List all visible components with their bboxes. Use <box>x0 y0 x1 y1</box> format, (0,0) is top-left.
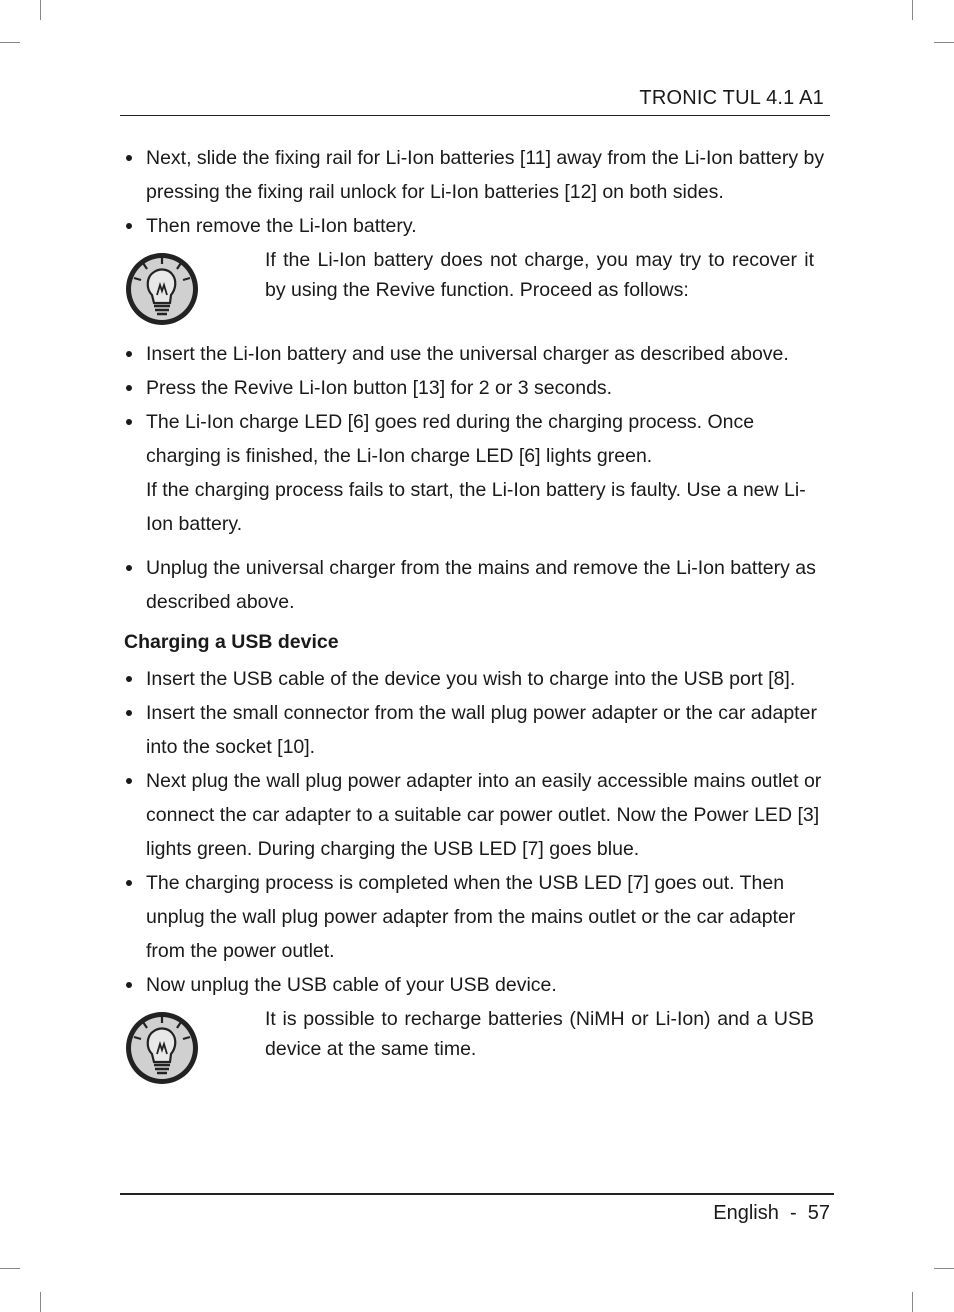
tip-text: If the Li-Ion battery does not charge, you may try to recover it by using the Revive function. Proceed as follows: <box>265 249 814 301</box>
list-item: Insert the small connector from the wall plug power adapter or the car adapter into the socket [10]. <box>124 696 830 764</box>
list-item: The Li-Ion charge LED [6] goes red during the charging process. Once charging is finished, the Li-Ion charge LED [6] lights green. <box>124 405 830 473</box>
tip-box <box>124 249 830 329</box>
page-footer: English - 57 <box>713 1202 830 1224</box>
list-item: Now unplug the USB cable of your USB device. <box>124 968 830 1002</box>
crop-mark <box>934 1268 954 1269</box>
list-item: Press the Revive Li-Ion button [13] for 2 or 3 seconds. <box>124 371 830 405</box>
lightbulb-icon <box>124 251 200 327</box>
footer-rule <box>120 1193 834 1195</box>
list-item: Insert the USB cable of the device you wish to charge into the USB port [8]. <box>124 662 830 696</box>
list-item: Next, slide the fixing rail for Li-Ion batteries [11] away from the Li-Ion battery by pressing the fixing rail unlock for Li-Ion batteries [12] on both sides. <box>124 141 830 209</box>
section-heading: Charging a USB device <box>124 631 339 653</box>
page-header: TRONIC TUL 4.1 A1 <box>639 87 824 109</box>
list-item: The charging process is completed when the USB LED [7] goes out. Then unplug the wall plug power adapter from the mains outlet or the car adapter from the power outlet. <box>124 866 830 968</box>
crop-mark <box>934 42 954 43</box>
tip-box <box>124 1008 830 1088</box>
tip-text: It is possible to recharge batteries (NiMH or Li-Ion) and a USB device at the same time. <box>265 1008 814 1060</box>
crop-mark <box>912 1292 913 1312</box>
crop-mark <box>0 1268 20 1269</box>
lightbulb-icon <box>124 1010 200 1086</box>
crop-mark <box>40 0 41 20</box>
list-item: Insert the Li-Ion battery and use the universal charger as described above. <box>124 337 830 371</box>
crop-mark <box>0 42 20 43</box>
list-item: Next plug the wall plug power adapter into an easily accessible mains outlet or connect the car adapter to a suitable car power outlet. Now the Power LED [3] lights green. During charging the USB LED [7] goes blue. <box>124 764 830 866</box>
crop-mark <box>40 1292 41 1312</box>
list-item: Then remove the Li-Ion battery. <box>124 209 830 243</box>
crop-mark <box>912 0 913 20</box>
page-body <box>124 141 830 1096</box>
list-item: Unplug the universal charger from the mains and remove the Li-Ion battery as described above. <box>124 551 830 619</box>
list-item-note: If the charging process fails to start, the Li-Ion battery is faulty. Use a new Li-Ion battery. <box>146 479 806 535</box>
header-rule <box>120 115 830 116</box>
